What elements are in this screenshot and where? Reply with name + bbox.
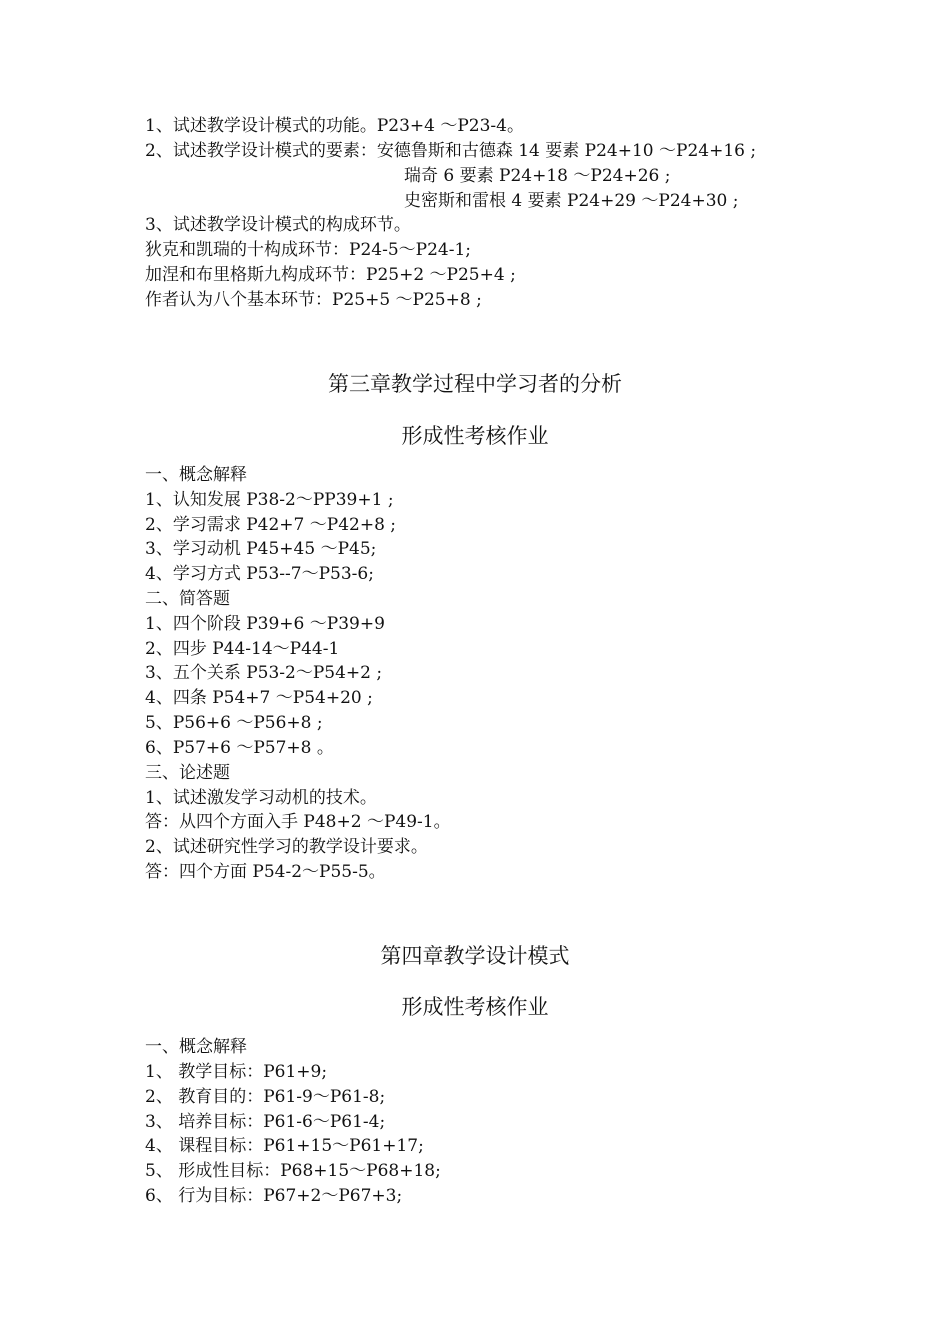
text-line: 二、简答题 — [145, 589, 230, 609]
text-line: 1、试述教学设计模式的功能。P23+4 ～P23-4。 — [145, 116, 524, 136]
text-line: 4、学习方式 P53--7～P53-6; — [145, 564, 374, 584]
text-line: 三、论述题 — [145, 763, 230, 783]
text-line: 4、四条 P54+7 ～P54+20 ; — [145, 688, 373, 708]
text-line: 答：从四个方面入手 P48+2 ～P49-1。 — [145, 812, 451, 832]
text-line: 一、概念解释 — [145, 465, 247, 485]
text-line: 狄克和凯瑞的十构成环节：P24-5～P24-1; — [145, 240, 471, 260]
text-line: 2、四步 P44-14～P44-1 — [145, 639, 340, 659]
text-line: 3、试述教学设计模式的构成环节。 — [145, 215, 411, 235]
text-line: 1、 教学目标：P61+9; — [145, 1062, 328, 1082]
chapter-subtitle: 形成性考核作业 — [401, 995, 549, 1019]
text-line: 作者认为八个基本环节：P25+5 ～P25+8 ; — [145, 290, 482, 310]
text-line: 3、 培养目标：P61-6～P61-4; — [145, 1112, 386, 1132]
text-line: 3、五个关系 P53-2～P54+2 ; — [145, 663, 383, 683]
text-line: 1、认知发展 P38-2～PP39+1 ; — [145, 490, 394, 510]
text-line: 1、试述激发学习动机的技术。 — [145, 788, 377, 808]
text-line: 1、四个阶段 P39+6 ～P39+9 — [145, 614, 385, 634]
text-line: 5、P56+6 ～P56+8 ; — [145, 713, 323, 733]
text-line: 瑞奇 6 要素 P24+18 ～P24+26 ; — [404, 166, 671, 186]
text-line: 2、试述研究性学习的教学设计要求。 — [145, 837, 428, 857]
text-line: 6、 行为目标：P67+2～P67+3; — [145, 1186, 403, 1206]
text-line: 2、学习需求 P42+7 ～P42+8 ; — [145, 515, 397, 535]
text-line: 5、 形成性目标：P68+15～P68+18; — [145, 1161, 441, 1181]
chapter-title: 第三章教学过程中学习者的分析 — [328, 372, 622, 396]
text-line: 史密斯和雷根 4 要素 P24+29 ～P24+30 ; — [404, 191, 739, 211]
text-line: 2、试述教学设计模式的要素：安德鲁斯和古德森 14 要素 P24+10 ～P24+16 ; — [145, 141, 757, 161]
text-line: 一、概念解释 — [145, 1037, 247, 1057]
chapter-subtitle: 形成性考核作业 — [401, 424, 549, 448]
text-line: 加涅和布里格斯九构成环节：P25+2 ～P25+4 ; — [145, 265, 516, 285]
text-line: 答：四个方面 P54-2～P55-5。 — [145, 862, 386, 882]
text-line: 4、 课程目标：P61+15～P61+17; — [145, 1136, 424, 1156]
text-line: 6、P57+6 ～P57+8 。 — [145, 738, 334, 758]
chapter-title: 第四章教学设计模式 — [380, 944, 570, 968]
text-line: 3、学习动机 P45+45 ～P45; — [145, 539, 377, 559]
text-line: 2、 教育目的：P61-9～P61-8; — [145, 1087, 386, 1107]
